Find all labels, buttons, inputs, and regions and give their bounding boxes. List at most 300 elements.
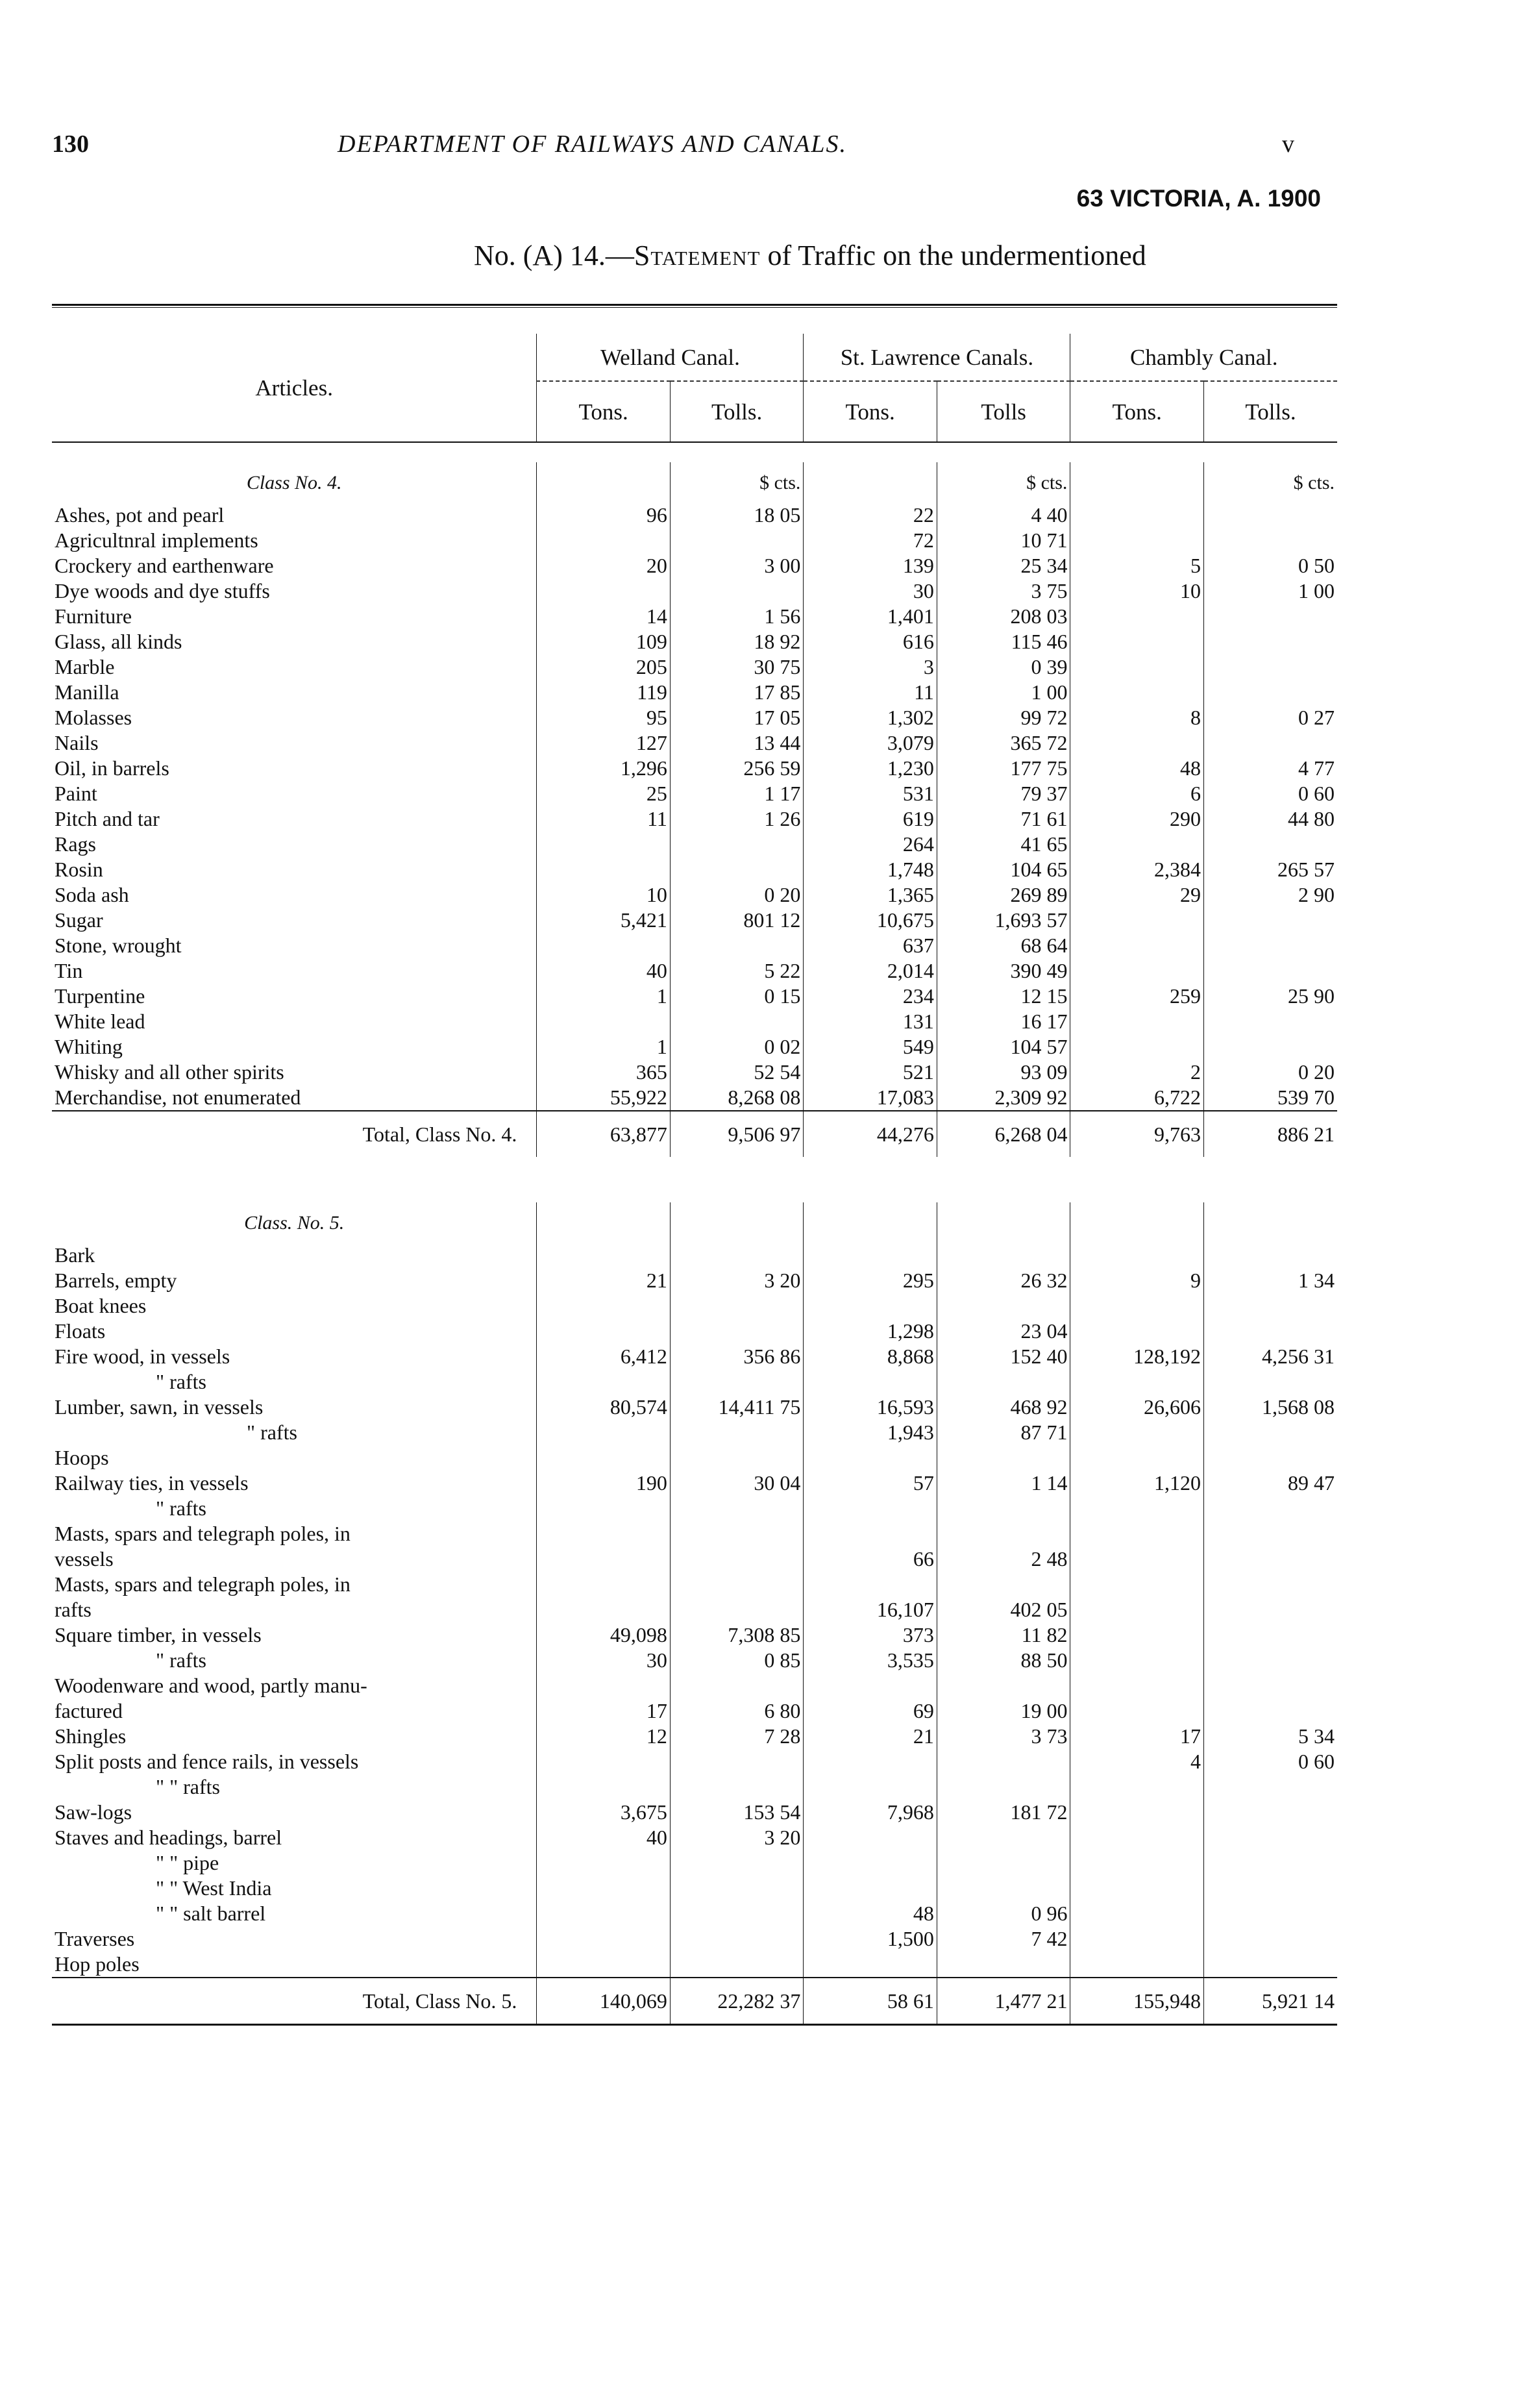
value-cell: 7 28 <box>670 1724 804 1749</box>
value-cell <box>537 1445 671 1471</box>
table-row <box>52 832 1337 857</box>
value-cell: 2,014 <box>804 958 937 984</box>
value-cell: 1 56 <box>670 604 804 629</box>
value-cell: 1,298 <box>804 1319 937 1344</box>
value-cell: 49,098 <box>537 1622 671 1648</box>
value-cell: 0 60 <box>1203 1749 1337 1774</box>
table-row <box>52 1344 1337 1369</box>
value-cell <box>537 1876 671 1901</box>
value-cell <box>1070 1876 1204 1901</box>
table-row <box>52 1622 1337 1648</box>
value-cell: 5 <box>1070 553 1204 578</box>
value-cell <box>1203 654 1337 680</box>
value-cell: 16 17 <box>937 1009 1070 1034</box>
value-cell <box>937 1749 1070 1774</box>
table-row <box>52 882 1337 908</box>
value-cell: 521 <box>804 1060 937 1085</box>
value-cell: 1 34 <box>1203 1268 1337 1293</box>
value-cell: 139 <box>804 553 937 578</box>
value-cell <box>937 1293 1070 1319</box>
value-cell: 16,593 <box>804 1395 937 1420</box>
value-cell: 4 77 <box>1203 756 1337 781</box>
table-row <box>52 730 1337 756</box>
value-cell <box>670 1673 804 1698</box>
value-cell: 58 61 <box>804 1978 937 2025</box>
value-cell: 63,877 <box>537 1111 671 1157</box>
value-cell <box>537 857 671 882</box>
value-cell: 539 70 <box>1203 1085 1337 1111</box>
table-row <box>52 629 1337 654</box>
table-row <box>52 1800 1337 1825</box>
article-label: Agricultnral implements <box>55 528 258 552</box>
value-cell: 26,606 <box>1070 1395 1204 1420</box>
value-cell: 1,500 <box>804 1926 937 1952</box>
value-cell <box>1070 1034 1204 1060</box>
article-label: Total, Class No. 5. <box>52 1978 537 2025</box>
value-cell <box>1203 629 1337 654</box>
value-cell <box>937 1673 1070 1698</box>
value-cell: 1,230 <box>804 756 937 781</box>
value-cell: 5,421 <box>537 908 671 933</box>
total-row <box>52 1111 1337 1157</box>
value-cell <box>670 1546 804 1572</box>
value-cell <box>1070 1597 1204 1622</box>
value-cell <box>537 1319 671 1344</box>
article-label: Total, Class No. 4. <box>52 1111 537 1157</box>
value-cell: 1,401 <box>804 604 937 629</box>
table-row <box>52 756 1337 781</box>
value-cell: 14 <box>537 604 671 629</box>
article-label: Manilla <box>55 680 119 704</box>
value-cell <box>804 1369 937 1395</box>
article-label: Stone, wrought <box>55 934 182 957</box>
value-cell <box>537 578 671 604</box>
value-cell: 1,748 <box>804 857 937 882</box>
table-row <box>52 1926 1337 1952</box>
value-cell: 365 <box>537 1060 671 1085</box>
value-cell: 10,675 <box>804 908 937 933</box>
table-row <box>52 503 1337 528</box>
value-cell <box>670 1445 804 1471</box>
value-cell: 1 17 <box>670 781 804 806</box>
sub-header: Tons. <box>537 381 671 442</box>
article-label: Staves and headings, barrel <box>55 1826 282 1849</box>
value-cell: 265 57 <box>1203 857 1337 882</box>
value-cell <box>1070 1293 1204 1319</box>
spacer-row <box>52 1157 1337 1202</box>
value-cell <box>1070 933 1204 958</box>
value-cell: 8,868 <box>804 1344 937 1369</box>
value-cell: 14,411 75 <box>670 1395 804 1420</box>
article-label: Whisky and all other spirits <box>55 1060 284 1084</box>
value-cell <box>537 1901 671 1926</box>
value-cell: 3 73 <box>937 1724 1070 1749</box>
value-cell: 1 <box>537 1034 671 1060</box>
value-cell <box>537 1293 671 1319</box>
unit-label: $ cts. <box>1203 462 1337 503</box>
value-cell <box>804 1673 937 1698</box>
value-cell: 17 05 <box>670 705 804 730</box>
value-cell <box>537 1774 671 1800</box>
value-cell <box>804 1202 937 1243</box>
class-title: Class. No. 5. <box>244 1211 345 1234</box>
value-cell: 356 86 <box>670 1344 804 1369</box>
page-number: 130 <box>52 130 89 158</box>
articles-header: Articles. <box>255 375 333 401</box>
value-cell <box>1070 1648 1204 1673</box>
value-cell <box>537 832 671 857</box>
value-cell: 19 00 <box>937 1698 1070 1724</box>
value-cell <box>804 1243 937 1268</box>
table-row <box>52 680 1337 705</box>
value-cell: 20 <box>537 553 671 578</box>
value-cell <box>670 1952 804 1978</box>
value-cell: 3,675 <box>537 1800 671 1825</box>
st-lawrence-canals-header: St. Lawrence Canals. <box>804 334 1070 381</box>
article-label: factured <box>55 1699 123 1722</box>
value-cell: 7 42 <box>937 1926 1070 1952</box>
table-row <box>52 705 1337 730</box>
table-row <box>52 806 1337 832</box>
value-cell: 79 37 <box>937 781 1070 806</box>
chambly-canal-header: Chambly Canal. <box>1070 334 1337 381</box>
table-row <box>52 1698 1337 1724</box>
article-label: Bark <box>55 1243 95 1267</box>
table-row <box>52 604 1337 629</box>
value-cell: 40 <box>537 1825 671 1850</box>
value-cell: 22,282 37 <box>670 1978 804 2025</box>
running-header <box>52 130 1337 175</box>
value-cell <box>1203 1293 1337 1319</box>
article-label: Sugar <box>55 908 103 932</box>
article-label: Floats <box>55 1319 106 1343</box>
value-cell: 80,574 <box>537 1395 671 1420</box>
article-label: Soda ash <box>55 883 129 906</box>
value-cell <box>937 1496 1070 1521</box>
value-cell: 4 40 <box>937 503 1070 528</box>
value-cell: 127 <box>537 730 671 756</box>
value-cell: 109 <box>537 629 671 654</box>
value-cell <box>670 1202 804 1243</box>
value-cell <box>1070 503 1204 528</box>
value-cell <box>1070 730 1204 756</box>
value-cell <box>804 1952 937 1978</box>
value-cell: 259 <box>1070 984 1204 1009</box>
value-cell: 1,120 <box>1070 1471 1204 1496</box>
value-cell <box>937 1774 1070 1800</box>
value-cell: 52 54 <box>670 1060 804 1085</box>
article-label: Oil, in barrels <box>55 756 169 780</box>
table-row <box>52 857 1337 882</box>
table-row <box>52 1445 1337 1471</box>
value-cell: 10 <box>537 882 671 908</box>
value-cell <box>1203 933 1337 958</box>
class4-section <box>52 462 1337 1157</box>
class-heading-row <box>52 462 1337 503</box>
value-cell: 9,506 97 <box>670 1111 804 1157</box>
value-cell: 0 15 <box>670 984 804 1009</box>
article-label: Ashes, pot and pearl <box>55 503 225 527</box>
value-cell: 88 50 <box>937 1648 1070 1673</box>
value-cell: 6,412 <box>537 1344 671 1369</box>
value-cell: 22 <box>804 503 937 528</box>
table-row <box>52 1724 1337 1749</box>
value-cell <box>1070 1521 1204 1546</box>
table-row <box>52 1293 1337 1319</box>
article-label: Traverses <box>55 1927 135 1950</box>
value-cell <box>670 1243 804 1268</box>
value-cell: 1,296 <box>537 756 671 781</box>
value-cell: 104 65 <box>937 857 1070 882</box>
value-cell: 886 21 <box>1203 1111 1337 1157</box>
value-cell <box>1203 958 1337 984</box>
value-cell: 549 <box>804 1034 937 1060</box>
value-cell: 57 <box>804 1471 937 1496</box>
value-cell <box>1070 1369 1204 1395</box>
value-cell: 30 <box>537 1648 671 1673</box>
value-cell <box>1070 1243 1204 1268</box>
unit-label <box>537 462 671 503</box>
value-cell: 5,921 14 <box>1203 1978 1337 2025</box>
value-cell <box>1070 1202 1204 1243</box>
value-cell: 190 <box>537 1471 671 1496</box>
value-cell: 290 <box>1070 806 1204 832</box>
value-cell <box>537 1546 671 1572</box>
value-cell: 402 05 <box>937 1597 1070 1622</box>
value-cell: 3 00 <box>670 553 804 578</box>
value-cell <box>670 1293 804 1319</box>
class-title: Class No. 4. <box>246 471 342 493</box>
value-cell: 619 <box>804 806 937 832</box>
value-cell: 29 <box>1070 882 1204 908</box>
value-cell <box>804 1445 937 1471</box>
value-cell <box>1070 654 1204 680</box>
article-label: Saw-logs <box>55 1800 132 1824</box>
article-label: Railway ties, in vessels <box>55 1471 249 1495</box>
value-cell: 87 71 <box>937 1420 1070 1445</box>
value-cell: 17 <box>1070 1724 1204 1749</box>
value-cell <box>1070 1901 1204 1926</box>
value-cell: 3 20 <box>670 1825 804 1850</box>
statement-word: Statement <box>634 240 761 271</box>
table-row <box>52 908 1337 933</box>
value-cell: 119 <box>537 680 671 705</box>
value-cell: 0 50 <box>1203 553 1337 578</box>
value-cell <box>1070 1698 1204 1724</box>
value-cell <box>537 528 671 553</box>
statement-prefix: No. (A) 14.— <box>474 240 634 271</box>
table-row <box>52 1597 1337 1622</box>
value-cell <box>937 1521 1070 1546</box>
table-row <box>52 1546 1337 1572</box>
traffic-table <box>52 304 1337 2029</box>
value-cell: 44 80 <box>1203 806 1337 832</box>
value-cell: 801 12 <box>670 908 804 933</box>
value-cell: 68 64 <box>937 933 1070 958</box>
value-cell: 55,922 <box>537 1085 671 1111</box>
value-cell <box>537 1749 671 1774</box>
value-cell <box>670 578 804 604</box>
value-cell: 9,763 <box>1070 1111 1204 1157</box>
value-cell: 468 92 <box>937 1395 1070 1420</box>
value-cell: 616 <box>804 629 937 654</box>
value-cell: 17 85 <box>670 680 804 705</box>
value-cell: 30 75 <box>670 654 804 680</box>
value-cell <box>1203 832 1337 857</box>
value-cell <box>937 1445 1070 1471</box>
value-cell <box>1203 1622 1337 1648</box>
value-cell: 155,948 <box>1070 1978 1204 2025</box>
article-label: " rafts <box>156 1648 206 1672</box>
article-label: rafts <box>55 1598 92 1621</box>
value-cell: 17 <box>537 1698 671 1724</box>
value-cell <box>804 1749 937 1774</box>
value-cell <box>804 1774 937 1800</box>
value-cell <box>1203 1774 1337 1800</box>
value-cell: 181 72 <box>937 1800 1070 1825</box>
value-cell: 71 61 <box>937 806 1070 832</box>
value-cell: 3,079 <box>804 730 937 756</box>
value-cell <box>937 1876 1070 1901</box>
value-cell: 256 59 <box>670 756 804 781</box>
table-row <box>52 1850 1337 1876</box>
value-cell: 66 <box>804 1546 937 1572</box>
value-cell: 0 20 <box>670 882 804 908</box>
article-label: " " rafts <box>156 1775 220 1798</box>
value-cell: 0 02 <box>670 1034 804 1060</box>
value-cell: 8,268 08 <box>670 1085 804 1111</box>
value-cell: 30 04 <box>670 1471 804 1496</box>
article-label: Barrels, empty <box>55 1269 177 1292</box>
value-cell <box>937 1243 1070 1268</box>
value-cell: 205 <box>537 654 671 680</box>
value-cell: 0 20 <box>1203 1060 1337 1085</box>
value-cell <box>1070 1496 1204 1521</box>
session-label: 63 VICTORIA, A. 1900 <box>1076 185 1321 212</box>
value-cell: 104 57 <box>937 1034 1070 1060</box>
article-label: Tin <box>55 959 83 982</box>
article-label: Lumber, sawn, in vessels <box>55 1395 264 1419</box>
value-cell <box>1070 1926 1204 1952</box>
value-cell: 177 75 <box>937 756 1070 781</box>
value-cell <box>537 1521 671 1546</box>
value-cell <box>1070 1445 1204 1471</box>
table-row <box>52 1825 1337 1850</box>
value-cell <box>1070 1319 1204 1344</box>
value-cell: 40 <box>537 958 671 984</box>
value-cell <box>537 1202 671 1243</box>
value-cell: 8 <box>1070 705 1204 730</box>
value-cell: 9 <box>1070 1268 1204 1293</box>
value-cell <box>537 1673 671 1698</box>
value-cell <box>1203 1825 1337 1850</box>
value-cell <box>537 1009 671 1034</box>
value-cell: 3 75 <box>937 578 1070 604</box>
total-row <box>52 1978 1337 2025</box>
article-label: " " West India <box>156 1876 272 1900</box>
table-row <box>52 1268 1337 1293</box>
value-cell: 269 89 <box>937 882 1070 908</box>
unit-label <box>1070 462 1204 503</box>
table-row <box>52 654 1337 680</box>
value-cell: 10 71 <box>937 528 1070 553</box>
value-cell <box>1203 1876 1337 1901</box>
value-cell: 2,309 92 <box>937 1085 1070 1111</box>
value-cell: 295 <box>804 1268 937 1293</box>
unit-label <box>804 462 937 503</box>
article-label: " " salt barrel <box>156 1902 266 1925</box>
value-cell: 153 54 <box>670 1800 804 1825</box>
article-label: Square timber, in vessels <box>55 1623 262 1646</box>
value-cell: 1,943 <box>804 1420 937 1445</box>
welland-canal-header: Welland Canal. <box>537 334 804 381</box>
table-row <box>52 1952 1337 1978</box>
sub-header: Tolls. <box>1203 381 1337 442</box>
value-cell <box>1203 1319 1337 1344</box>
article-label: " rafts <box>247 1421 297 1444</box>
value-cell: 10 <box>1070 578 1204 604</box>
value-cell <box>937 1572 1070 1597</box>
value-cell: 99 72 <box>937 705 1070 730</box>
value-cell <box>937 1952 1070 1978</box>
value-cell <box>1070 1774 1204 1800</box>
value-cell: 12 15 <box>937 984 1070 1009</box>
article-label: Nails <box>55 731 99 754</box>
value-cell <box>1203 1034 1337 1060</box>
article-label: Marble <box>55 655 115 678</box>
article-label: " rafts <box>156 1370 206 1393</box>
value-cell <box>537 1572 671 1597</box>
value-cell: 1,568 08 <box>1203 1395 1337 1420</box>
value-cell <box>1203 1369 1337 1395</box>
value-cell <box>670 1749 804 1774</box>
article-label: Crockery and earthenware <box>55 554 274 577</box>
value-cell: 95 <box>537 705 671 730</box>
value-cell <box>1070 1825 1204 1850</box>
value-cell <box>670 1496 804 1521</box>
table-row <box>52 781 1337 806</box>
value-cell <box>1203 604 1337 629</box>
value-cell: 6 <box>1070 781 1204 806</box>
value-cell <box>1203 680 1337 705</box>
sub-header: Tolls. <box>670 381 804 442</box>
table-row <box>52 958 1337 984</box>
value-cell: 0 96 <box>937 1901 1070 1926</box>
value-cell: 18 92 <box>670 629 804 654</box>
value-cell <box>1203 1521 1337 1546</box>
value-cell: 0 85 <box>670 1648 804 1673</box>
value-cell: 115 46 <box>937 629 1070 654</box>
value-cell: 373 <box>804 1622 937 1648</box>
article-label: Molasses <box>55 706 132 729</box>
value-cell: 5 22 <box>670 958 804 984</box>
value-cell: 69 <box>804 1698 937 1724</box>
value-cell <box>1203 1698 1337 1724</box>
value-cell: 25 <box>537 781 671 806</box>
value-cell: 2 90 <box>1203 882 1337 908</box>
value-cell <box>1070 908 1204 933</box>
table-row <box>52 1521 1337 1546</box>
value-cell <box>804 1876 937 1901</box>
value-cell: 30 <box>804 578 937 604</box>
table-row <box>52 1876 1337 1901</box>
value-cell <box>1203 1597 1337 1622</box>
unit-label: $ cts. <box>937 462 1070 503</box>
value-cell <box>804 1825 937 1850</box>
value-cell: 7,968 <box>804 1800 937 1825</box>
value-cell <box>1203 1243 1337 1268</box>
value-cell <box>1070 958 1204 984</box>
